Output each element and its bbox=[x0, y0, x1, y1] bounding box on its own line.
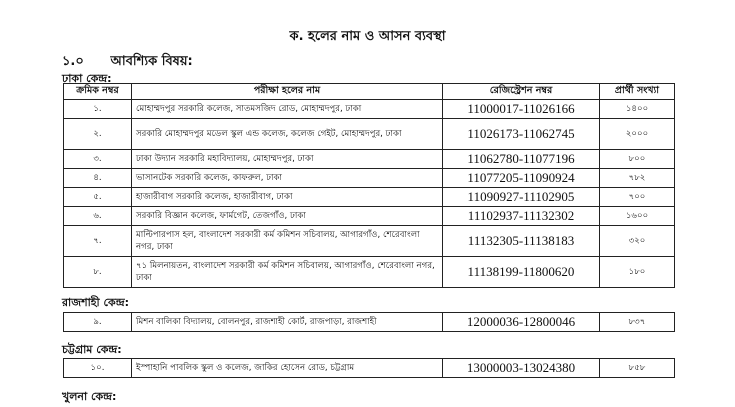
cell-hall-name: সরকারি মোহাম্মদপুর মডেল স্কুল এন্ড কলেজ, কলেজ গেইট, মোহাম্মদপুর, ঢাকা bbox=[132, 119, 443, 150]
table-row bbox=[64, 169, 675, 188]
cell-serial: ৪. bbox=[64, 169, 132, 188]
cell-candidates: ৭০০ bbox=[600, 188, 675, 207]
cell-registration: 12000036-12800046 bbox=[443, 313, 600, 332]
section-number: ১.০ bbox=[62, 54, 84, 69]
column-header-registration: রেজিস্ট্রেশন নম্বর bbox=[443, 84, 600, 100]
cell-hall-name: ভাসানটেক সরকারি কলেজ, কাফরুল, ঢাকা bbox=[132, 169, 443, 188]
table-row bbox=[64, 313, 675, 332]
cell-serial: ৭. bbox=[64, 226, 132, 257]
cell-registration: 11026173-11062745 bbox=[443, 119, 600, 150]
cell-serial: ৮. bbox=[64, 257, 132, 288]
cell-hall-name: মাল্টিপারপাস হল, বাংলাদেশ সরকারী কর্ম কমিশন সচিবালয়, আগারগাঁও, শেরেবাংলা নগর, ঢাকা bbox=[132, 226, 443, 257]
cell-registration: 11077205-11090924 bbox=[443, 169, 600, 188]
chattogram-center-table bbox=[63, 358, 675, 378]
cell-registration: 11138199-11800620 bbox=[443, 257, 600, 288]
cell-serial: ৩. bbox=[64, 150, 132, 169]
center-heading-rajshahi: রাজশাহী কেন্দ্র: bbox=[62, 296, 129, 309]
cell-hall-name: ঢাকা উদ্যান সরকারি মহাবিদ্যালয়, মোহাম্মদপুর, ঢাকা bbox=[132, 150, 443, 169]
center-heading-chattogram: চট্টগ্রাম কেন্দ্র: bbox=[62, 343, 122, 356]
cell-hall-name: হাজারীবাগ সরকারি কলেজ, হাজারীবাগ, ঢাকা bbox=[132, 188, 443, 207]
table-row bbox=[64, 100, 675, 119]
cell-hall-name: মিশন বালিকা বিদ্যালয়, বোলনপুর, রাজশাহী কোর্ট, রাজপাড়া, রাজশাহী bbox=[132, 313, 443, 332]
table-row bbox=[64, 226, 675, 257]
cell-serial: ২. bbox=[64, 119, 132, 150]
cell-serial: ১০. bbox=[64, 359, 132, 378]
cell-candidates: ৮৫৮ bbox=[600, 359, 675, 378]
cell-candidates: ৩২০ bbox=[600, 226, 675, 257]
cell-registration: 11062780-11077196 bbox=[443, 150, 600, 169]
cell-candidates: ৮৩৭ bbox=[600, 313, 675, 332]
column-header-candidates: প্রার্থী সংখ্যা bbox=[600, 84, 675, 100]
column-header-serial: ক্রমিক নম্বর bbox=[64, 84, 132, 100]
cell-hall-name: মোহাম্মদপুর সরকারি কলেজ, সাতমসজিদ রোড, মোহাম্মদপুর, ঢাকা bbox=[132, 100, 443, 119]
cell-candidates: ১৬০০ bbox=[600, 207, 675, 226]
column-header-hall-name: পরীক্ষা হলের নাম bbox=[132, 84, 443, 100]
cell-hall-name: ইস্পাহানি পাবলিক স্কুল ও কলেজ, জাকির হোসেন রোড, চট্টগ্রাম bbox=[132, 359, 443, 378]
document-title: ক. হলের নাম ও আসন ব্যবস্থা bbox=[289, 29, 446, 44]
cell-registration: 11090927-11102905 bbox=[443, 188, 600, 207]
center-heading-khulna: খুলনা কেন্দ্র: bbox=[62, 390, 117, 403]
cell-hall-name: ৭১ মিলনায়তন, বাংলাদেশ সরকারী কর্ম কমিশন সচিবালয়, আগারগাঁও, শেরেবাংলা নগর, ঢাকা bbox=[132, 257, 443, 288]
section-label: আবশ্যিক বিষয়: bbox=[110, 54, 193, 69]
cell-registration: 13000003-13024380 bbox=[443, 359, 600, 378]
cell-serial: ১. bbox=[64, 100, 132, 119]
table-row bbox=[64, 150, 675, 169]
cell-candidates: ৭৮২ bbox=[600, 169, 675, 188]
cell-serial: ৫. bbox=[64, 188, 132, 207]
table-row bbox=[64, 119, 675, 150]
center-heading-dhaka: ঢাকা কেন্দ্র: bbox=[62, 72, 112, 85]
table-row bbox=[64, 257, 675, 288]
cell-hall-name: সরকারি বিজ্ঞান কলেজ, ফার্মগেট, তেজগাঁও, ঢাকা bbox=[132, 207, 443, 226]
cell-serial: ৬. bbox=[64, 207, 132, 226]
cell-registration: 11000017-11026166 bbox=[443, 100, 600, 119]
table-row bbox=[64, 188, 675, 207]
cell-serial: ৯. bbox=[64, 313, 132, 332]
dhaka-center-table bbox=[63, 83, 675, 288]
cell-candidates: ১৪০০ bbox=[600, 100, 675, 119]
table-row bbox=[64, 207, 675, 226]
table-row bbox=[64, 359, 675, 378]
cell-candidates: ২০০০ bbox=[600, 119, 675, 150]
rajshahi-center-table bbox=[63, 312, 675, 332]
cell-registration: 11132305-11138183 bbox=[443, 226, 600, 257]
cell-candidates: ৮০০ bbox=[600, 150, 675, 169]
cell-candidates: ১৮০ bbox=[600, 257, 675, 288]
table-header-row bbox=[64, 84, 675, 100]
cell-registration: 11102937-11132302 bbox=[443, 207, 600, 226]
